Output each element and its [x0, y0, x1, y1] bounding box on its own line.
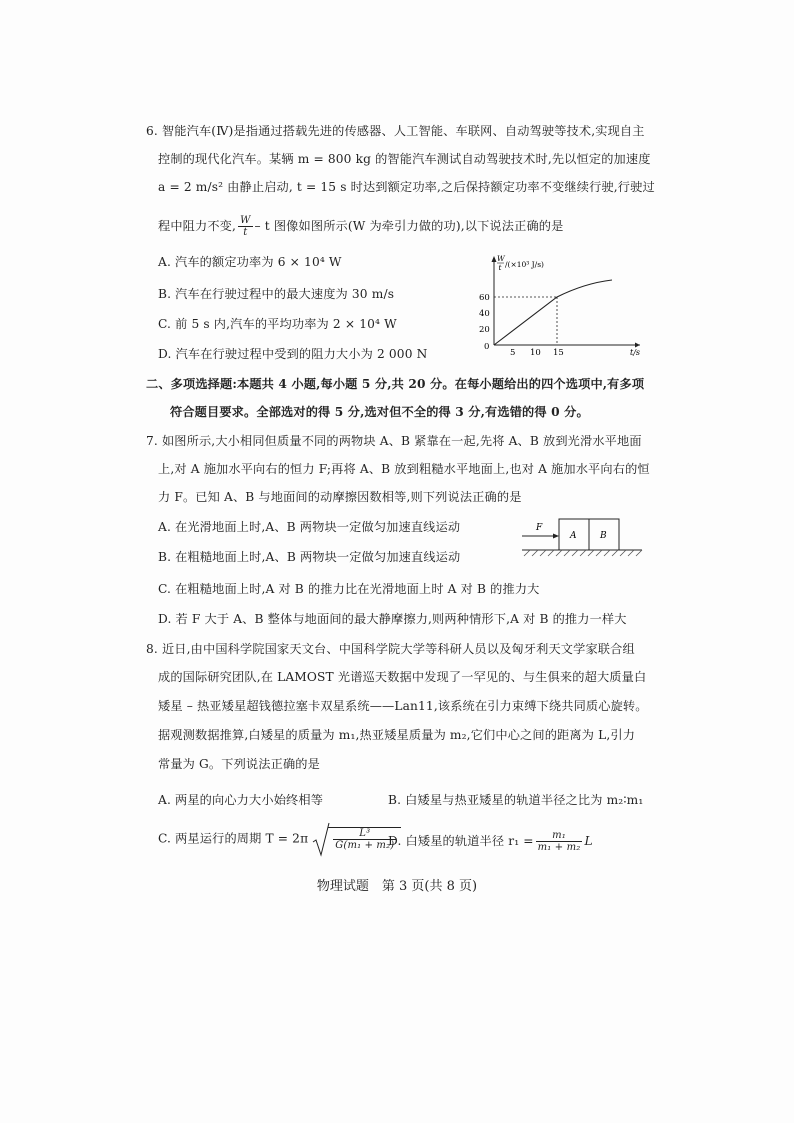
- q6-curve: [494, 280, 612, 345]
- q8-option-b: B. 白矮星与热亚矮星的轨道半径之比为 m₂∶m₁: [388, 793, 644, 807]
- q6-y-axis-arrow: [492, 256, 497, 262]
- q6-line-4-post: – t 图像如图所示(W 为牵引力做的功),以下说法正确的是: [254, 219, 564, 233]
- q6-fraction: $\frac{W}{t}$: [240, 215, 251, 238]
- q8-option-a: A. 两星的向心力大小始终相等: [158, 793, 324, 807]
- q8-line-4: 据观测数据推算,白矮星的质量为 m₁,热亚矮星质量为 m₂,它们中心之间的距离为 L,引力: [158, 728, 636, 742]
- q7-ground-hatching: [524, 550, 642, 556]
- q6-ytick-40: 40: [479, 309, 490, 319]
- q6-option-d: D. 汽车在行驶过程中受到的阻力大小为 2 000 N: [158, 347, 428, 361]
- q8-line-3: 矮星 – 热亚矮星超钱德拉塞卡双星系统——Lan11,该系统在引力束缚下绕共同质心旋转。: [158, 699, 648, 713]
- q8-option-d: [388, 830, 593, 853]
- q7-force-arrowhead: [553, 534, 559, 539]
- section2-line-2: 符合题目要求。全部选对的得 5 分,选对但不全的得 3 分,有选错的得 0 分。: [170, 405, 589, 419]
- radical-sign-icon: [312, 822, 330, 858]
- q8-option-c: [158, 827, 401, 851]
- q8-option-c-text: C. 两星运行的周期 T = 2π: [158, 831, 309, 846]
- q6-graph: [470, 252, 650, 362]
- q6-option-b: B. 汽车在行驶过程中的最大速度为 30 m/s: [158, 287, 395, 301]
- q6-line-4-pre: 程中阻力不变,: [158, 219, 237, 233]
- q6-ylabel-num: W: [497, 254, 505, 263]
- q8-option-d-fraction: $\frac{\text{m₁}}{\text{m₁ + m₂}}$: [537, 830, 581, 853]
- q8-line-2: 成的国际研究团队,在 LAMOST 光谱巡天数据中发现了一罕见的、与生俱来的超大质量白: [158, 670, 647, 684]
- q8-line-1: 8. 近日,由中国科学院国家天文台、中国科学院大学等科研人员以及匈牙利天文学家联合组: [146, 642, 635, 656]
- q8-line-5: 常量为 G。下列说法正确的是: [158, 757, 320, 771]
- q8-option-d-text: D. 白矮星的轨道半径 r₁ =: [388, 834, 534, 848]
- q7-option-b: B. 在粗糙地面上时,A、B 两物块一定做匀加速直线运动: [158, 550, 461, 564]
- q6-xtick-5: 5: [510, 348, 516, 358]
- q7-force-label: F: [536, 523, 543, 533]
- q6-ylabel-unit: /(×10³ J/s): [505, 260, 544, 269]
- q7-figure: [520, 514, 646, 560]
- q7-line-1: 7. 如图所示,大小相同但质量不同的两物块 A、B 紧靠在一起,先将 A、B 放到光滑水平地面: [146, 434, 642, 448]
- q7-block-b-label: B: [600, 531, 607, 541]
- q6-line-1: 6. 智能汽车(Ⅳ)是指通过搭载先进的传感器、人工智能、车联网、自动驾驶等技术,实现自主: [146, 124, 645, 138]
- q6-line-3: a = 2 m/s² 由静止启动, t = 15 s 时达到额定功率,之后保持额定功率不变继续行驶,行驶过: [158, 180, 655, 194]
- q6-xtick-15: 15: [553, 348, 564, 358]
- q8-option-d-l: L: [584, 834, 593, 848]
- q7-line-2: 上,对 A 施加水平向右的恒力 F;再将 A、B 放到粗糙水平地面上,也对 A 施加水平向右的恒: [158, 462, 650, 476]
- q6-line-4: [158, 215, 563, 238]
- q7-option-a: A. 在光滑地面上时,A、B 两物块一定做匀加速直线运动: [158, 520, 461, 534]
- q6-option-a: A. 汽车的额定功率为 6 × 10⁴ W: [158, 255, 342, 269]
- q6-option-c: C. 前 5 s 内,汽车的平均功率为 2 × 10⁴ W: [158, 317, 397, 331]
- q6-origin-label: 0: [484, 342, 490, 352]
- section2-line-1: 二、多项选择题:本题共 4 小题,每小题 5 分,共 20 分。在每小题给出的四个选项中,有多项: [146, 377, 645, 391]
- q7-option-c: C. 在粗糙地面上时,A 对 B 的推力比在光滑地面上时 A 对 B 的推力大: [158, 582, 540, 596]
- q7-option-d: D. 若 F 大于 A、B 整体与地面间的最大静摩擦力,则两种情形下,A 对 B 的推力一样大: [158, 612, 627, 626]
- q6-xtick-10: 10: [530, 348, 541, 358]
- q6-line-2: 控制的现代化汽车。某辆 m = 800 kg 的智能汽车测试自动驾驶技术时,先以恒定的加速度: [158, 152, 651, 166]
- q6-xlabel: t/s: [630, 348, 641, 357]
- q7-block-a-label: A: [570, 531, 577, 541]
- q6-x-axis-arrow: [635, 343, 640, 348]
- q6-ytick-20: 20: [479, 325, 490, 335]
- page-footer: 物理试题 第 3 页(共 8 页): [316, 879, 478, 894]
- q8-option-c-fraction: $\frac{\text{L³}}{\text{G(m₁ + m₂)}}$: [335, 828, 395, 851]
- q6-ytick-60: 60: [479, 293, 490, 303]
- q7-line-3: 力 F。已知 A、B 与地面间的动摩擦因数相等,则下列说法正确的是: [158, 490, 522, 504]
- q6-ylabel-den: t: [498, 263, 502, 272]
